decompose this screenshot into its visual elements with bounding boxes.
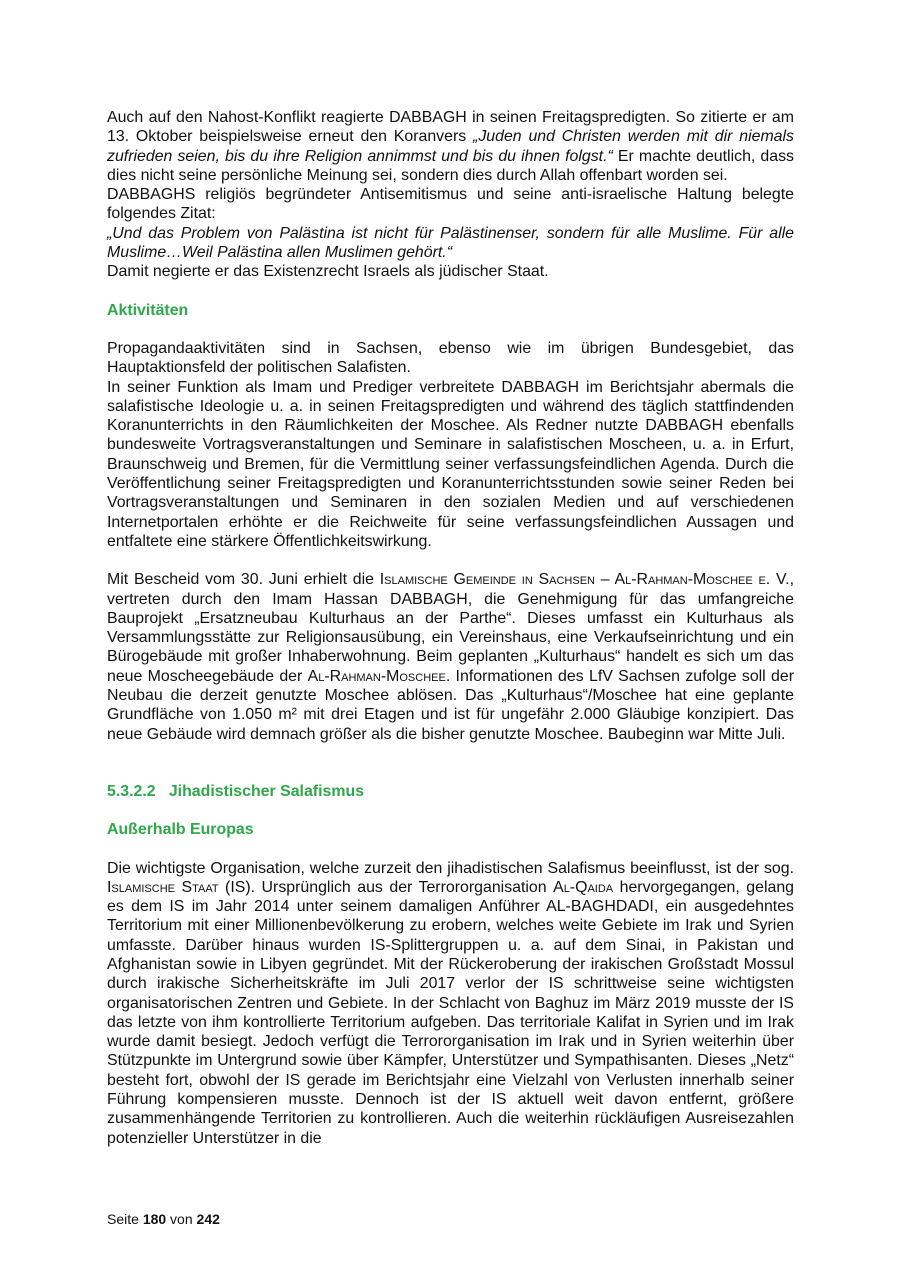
paragraph-antisemitismus: DABBAGHS religiös begründeter Antisemitismus und seine anti-israelische Haltung belegte folgendes Zitat: (107, 186, 794, 223)
text: . Informationen des LfV Sachsen zufolge soll der Neubau die derzeit genutzte Moschee ablösen. Das „Kulturhaus“/Moschee hat eine geplante Grundfläche von 1.050 m² mit drei Etagen und ist für ungefähr 2.000 Gläubige konzipiert. Das neue Gebäude wird demnach größer als die bisher genutzte Moschee. Baubeginn war Mitte Juli. (107, 667, 795, 743)
text: Mit Bescheid vom 30. Juni erhielt die (107, 571, 380, 589)
page-total: 242 (196, 1211, 220, 1227)
paragraph-quote-palaestina (107, 224, 794, 263)
organization-name: Islamische Gemeinde in Sachsen – Al-Rahman-Moschee e. V. (379, 571, 790, 589)
page-content (107, 108, 794, 1148)
heading-aktivitaeten: Aktivitäten (107, 301, 189, 319)
text: Er machte deutlich, dass dies nicht seine persönliche Meinung sei, sondern dies durch Allah offenbart worden sei. (107, 147, 794, 184)
paragraph-imam: In seiner Funktion als Imam und Prediger verbreitete DABBAGH im Berichtsjahr abermals die salafistische Ideologie u. a. in seinen Freitagspredigten und während des täglich stattfindenden Koranunterrichts in den Räumlichkeiten der Moschee. Als Redner nutzte DABBAGH ebenfalls bundesweite Vortragsveranstaltungen und Seminare in salafistischen Moscheen, u. a. in Erfurt, Braunschweig und Bremen, für die Vermittlung seiner verfassungsfeindlichen Agenda. Durch die Veröffentlichung seiner Freitagspredigten und Koranunterrichtsstunden sowie seiner Reden bei Vortragsveranstaltungen und Seminaren in den sozialen Medien und auf verschiedenen Internetportalen erhöhte er die Reichweite für seine verfassungsfeindlichen Aussagen und entfaltete eine stärkere Öffentlichkeitswirkung. (107, 378, 794, 550)
text: Auch auf den Nahost-Konflikt reagierte DABBAGH in seinen Freitagspredigten. So zitierte er am 13. Oktober beispielsweise erneut den Koranvers (107, 109, 794, 146)
paragraph-islamischer-staat (107, 859, 794, 1148)
paragraph-existenzrecht: Damit negierte er das Existenzrecht Israels als jüdischer Staat. (107, 263, 549, 281)
paragraph-propaganda: Propagandaaktivitäten sind in Sachsen, ebenso wie im übrigen Bundesgebiet, das Hauptaktionsfeld der politischen Salafisten. (107, 339, 794, 377)
text: Die wichtigste Organisation, welche zurzeit den jihadistischen Salafismus beeinflusst, ist der sog. (107, 859, 794, 877)
organization-name: Islamische Staat (107, 878, 219, 896)
organization-name: Al-Rahman-Moschee (307, 667, 446, 685)
text: (IS). Ursprünglich aus der Terrororganisation (218, 878, 554, 896)
page-footer (107, 1211, 220, 1227)
text: hervorgegangen, gelang es dem IS im Jahr 2014 unter seinem damaligen Anführer AL-BAGHDADI, ein ausgedehntes Territorium mit einer Millionenbevölkerung zu erobern, welches weite Gebiete im Irak und Syrien umfasste. Darüber hinaus wurden IS-Splittergruppen u. a. auf dem Sinai, in Pakistan und Afghanistan sowie in Libyen gegründet. Mit der Rückeroberung der irakischen Großstadt Mossul durch irakische Sicherheitskräfte im Juli 2017 verlor der IS schrittweise seine wichtigsten organisatorischen Zentren und Gebiete. In der Schlacht von Baghuz im März 2019 musste der IS das letzte von ihm kontrollierte Territorium aufgeben. Das territoriale Kalifat in Syrien und im Irak wurde damit besiegt. Jedoch verfügt die Terrororganisation im Irak und in Syrien weiterhin über Stützpunkte im Untergrund sowie über Kämpfer, Unterstützer und Sympathisanten. Dieses „Netz“ besteht fort, obwohl der IS gerade im Berichtsjahr eine Vielzahl von Verlusten innerhalb seiner Führung kompensieren musste. Dennoch ist der IS aktuell weit davon entfernt, größere zusammenhängende Territorien zu kontrollieren. Auch die weiterhin rückläufigen Ausreisezahlen potenzieller Unterstützer in die (107, 878, 794, 1147)
heading-section-5-3-2-2: 5.3.2.2 Jihadistischer Salafismus (107, 782, 365, 800)
text: , vertreten durch den Imam Hassan DABBAGH, die Genehmigung für das umfangreiche Bauprojekt „Ersatzneubau Kulturhaus an der Parthe“. Dieses umfasst ein Kulturhaus als Versammlungsstätte zur Religionsausübung, ein Vereinshaus, eine Verkaufseinrichtung und ein Bürogebäude mit großer Inhaberwohnung. Beim geplanten „Kulturhaus“ handelt es sich um das neue Moscheegebäude der (107, 571, 794, 685)
heading-ausserhalb-europas: Außerhalb Europas (107, 821, 254, 839)
footer-text: von (166, 1211, 197, 1227)
koran-quote: „Juden und Christen werden mit dir niemals zufrieden seien, bis du ihre Religion annimmst und bis du ihnen folgst.“ (107, 128, 795, 165)
page-number: 180 (142, 1211, 167, 1227)
footer-text: Seite (107, 1211, 143, 1227)
paragraph-bauprojekt (107, 570, 794, 744)
organization-name: Al-Qaida (553, 878, 614, 896)
palaestina-quote: „Und das Problem von Palästina ist nicht für Palästinenser, sondern für alle Muslime. Für alle Muslime…Weil Palästina allen Muslimen gehört.“ (107, 224, 794, 262)
paragraph-nahost (107, 108, 794, 185)
